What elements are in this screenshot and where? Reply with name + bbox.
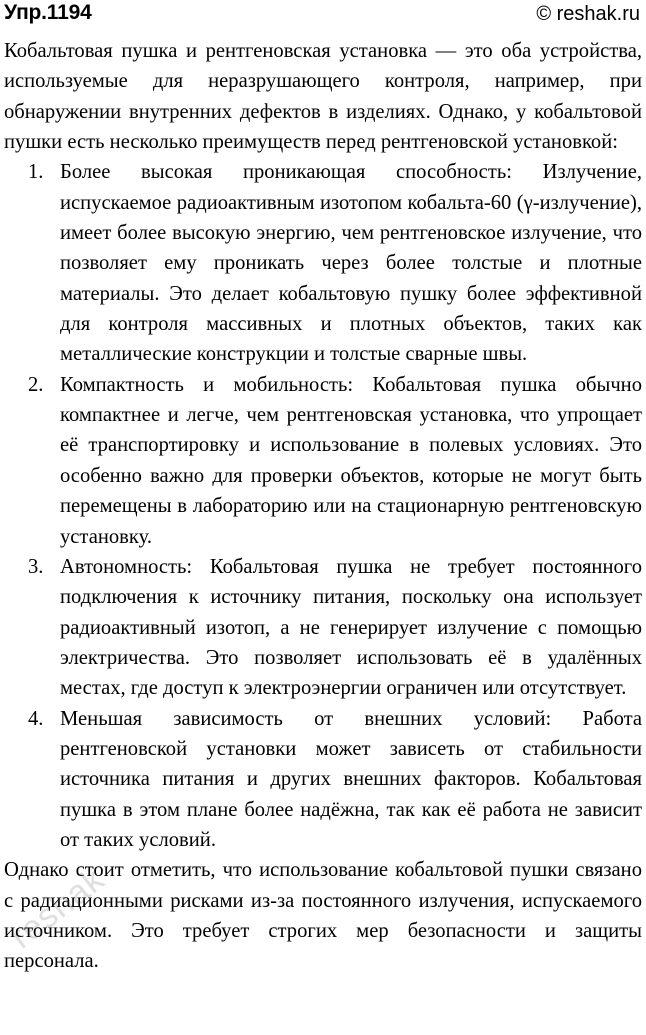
list-item-text: Меньшая зависимость от внешних условий: Работа рентгеновской установки может зависеть от стабильности источника питания и других внешних факторов. Кобальтовая пушка в этом плане более надёжна, так как её работа не зависит от таких условий. <box>60 707 642 851</box>
advantages-list <box>4 157 642 855</box>
list-item-number: 3. <box>28 555 44 578</box>
list-item-number: 1. <box>28 161 44 184</box>
list-item-text: Автономность: Кобальтовая пушка не требует постоянного подключения к источнику питания, поскольку она использует радиоактивный изотоп, а не генерирует излучение с помощью электричества. Это позволяет использовать её в удалённых местах, где доступ к электроэнергии ограничен или отсутствует. <box>60 555 642 700</box>
list-item-text: Компактность и мобильность: Кобальтовая пушка обычно компактнее и легче, чем рентгеновская установка, что упрощает её транспортировку и использование в полевых условиях. Это особенно важно для проверки объектов, которые не могут быть перемещены в лабораторию или на стационарную рентгеновскую установку. <box>60 373 642 548</box>
list-item <box>4 552 642 704</box>
list-item <box>4 157 642 369</box>
document-body <box>4 36 642 977</box>
list-item <box>4 370 642 552</box>
exercise-title: Упр.1194 <box>4 1 92 24</box>
page-header <box>0 0 646 30</box>
intro-paragraph: Кобальтовая пушка и рентгеновская установка — это оба устройства, используемые для неразрушающего контроля, например, при обнаружении внутренних дефектов в изделиях. Однако, у кобальтовой пушки есть несколько преимуществ перед рентгеновской установкой: <box>4 40 642 154</box>
site-credit: © reshak.ru <box>536 3 640 25</box>
list-item-number: 4. <box>28 707 44 730</box>
conclusion-paragraph: Однако стоит отметить, что использование кобальтовой пушки связано с радиационными рисками из-за постоянного излучения, испускаемого источником. Это требует строгих мер безопасности и защиты персонала. <box>4 859 642 973</box>
watermark-text: reshak <box>3 859 112 957</box>
list-item-text: Более высокая проникающая способность: Излучение, испускаемое радиоактивным изотопом кобальта-60 (γ-излучение), имеет более высокую энергию, чем рентгеновское излучение, что позволяет ему проникать через более толстые и плотные материалы. Это делает кобальтовую пушку более эффективной для контроля массивных и плотных объектов, таких как металлические конструкции и толстые сварные швы. <box>60 161 642 366</box>
list-item <box>4 704 642 856</box>
list-item-number: 2. <box>28 373 44 396</box>
